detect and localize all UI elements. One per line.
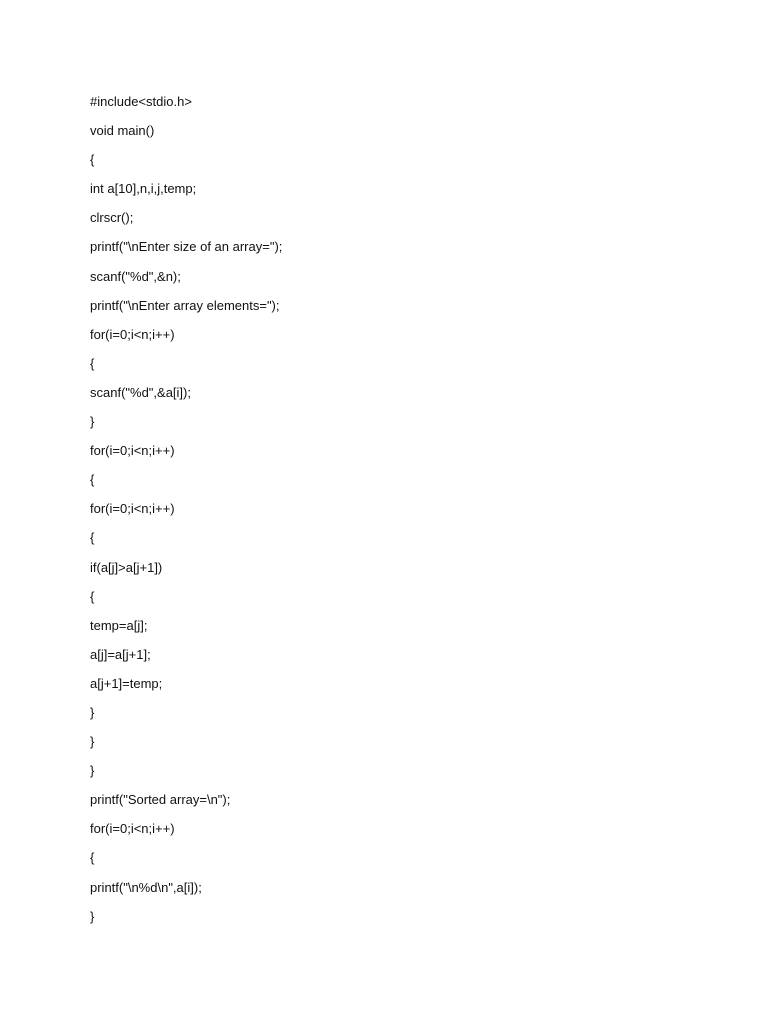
code-line: temp=a[j]; [90, 617, 148, 633]
code-line: clrscr(); [90, 210, 134, 226]
code-line: } [90, 704, 95, 720]
code-line: for(i=0;i<n;i++) [90, 501, 175, 517]
code-line: { [90, 850, 95, 866]
code-line: for(i=0;i<n;i++) [90, 443, 175, 459]
code-line: } [90, 908, 95, 924]
code-line: } [90, 763, 95, 779]
code-line: scanf("%d",&n); [90, 268, 181, 284]
code-line: scanf("%d",&a[i]); [90, 384, 191, 400]
code-line: { [90, 472, 95, 488]
code-line: #include<stdio.h> [90, 94, 192, 109]
code-line: a[j]=a[j+1]; [90, 646, 151, 662]
code-line: printf("\nEnter size of an array="); [90, 239, 283, 255]
code-line: for(i=0;i<n;i++) [90, 326, 175, 342]
code-line: printf("\nEnter array elements="); [90, 297, 280, 313]
code-line: void main() [90, 123, 155, 139]
code-line: if(a[j]>a[j+1]) [90, 559, 163, 575]
code-line: printf("Sorted array=\n"); [90, 792, 231, 808]
code-line: for(i=0;i<n;i++) [90, 821, 175, 837]
code-line: { [90, 152, 95, 168]
code-line: printf("\n%d\n",a[i]); [90, 879, 202, 895]
code-line: { [90, 588, 95, 604]
code-line: { [90, 355, 95, 371]
code-line: a[j+1]=temp; [90, 675, 163, 691]
code-line: } [90, 414, 95, 430]
code-line: } [90, 734, 95, 750]
code-listing [90, 92, 710, 936]
code-line: { [90, 530, 95, 546]
code-line: int a[10],n,i,j,temp; [90, 181, 197, 197]
